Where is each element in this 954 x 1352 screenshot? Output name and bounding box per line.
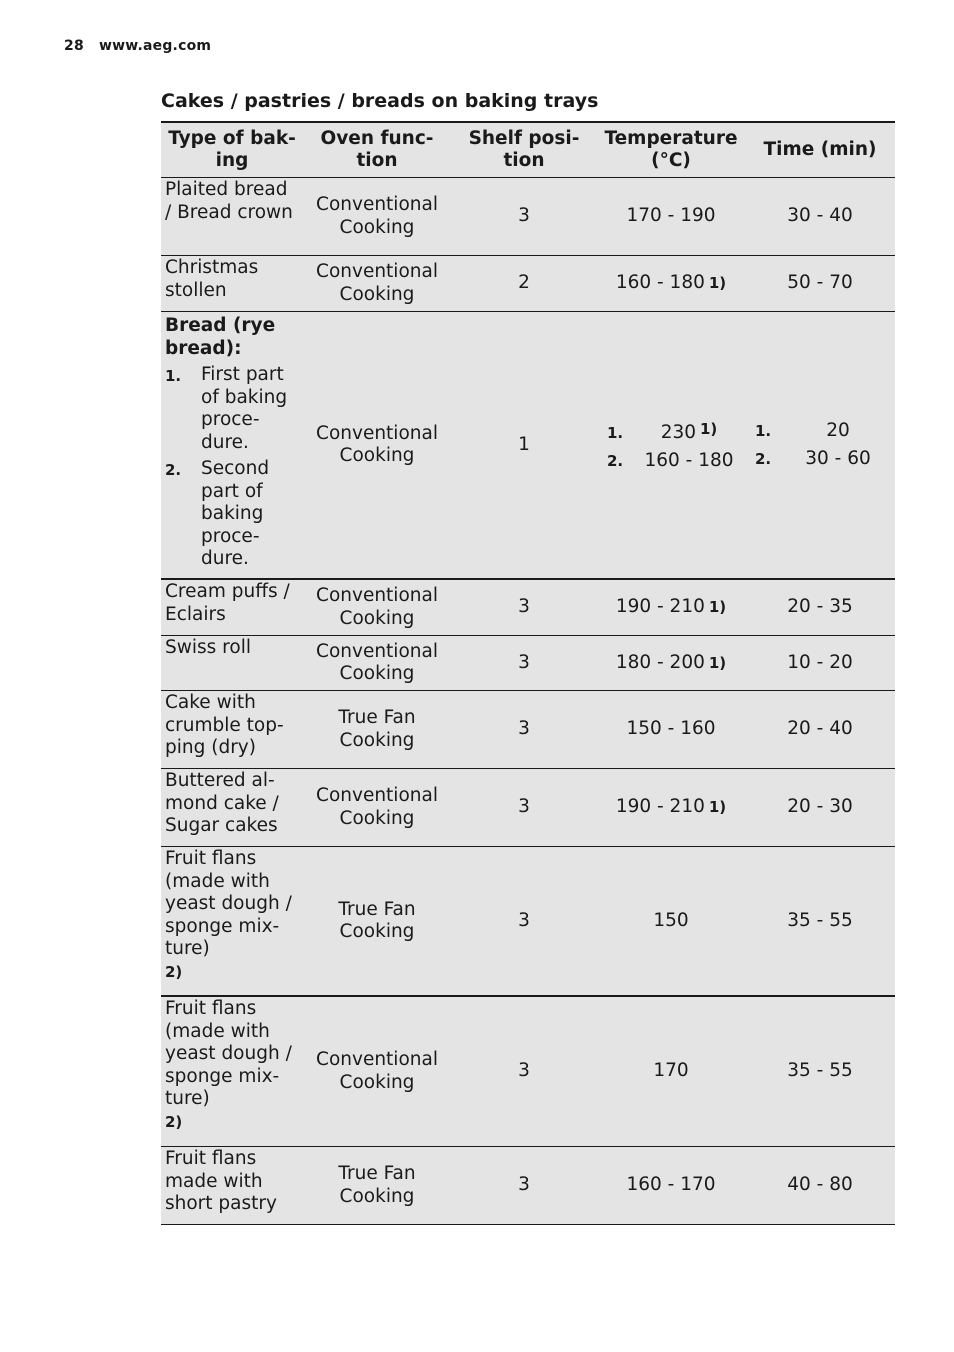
cell-time: 10 - 20 bbox=[787, 651, 853, 673]
cell-temperature: 180 - 200 1) bbox=[615, 651, 727, 673]
cell-temperature: 150 - 160 bbox=[626, 718, 716, 740]
cell-function: Conventional Cooking bbox=[316, 261, 438, 305]
table-row bbox=[161, 997, 895, 1147]
page-number: 28 bbox=[64, 38, 84, 54]
cell-shelf: 3 bbox=[518, 1060, 530, 1082]
section-title: Cakes / pastries / breads on baking trays bbox=[161, 90, 599, 112]
step-number: 1. bbox=[165, 367, 182, 385]
column-header-type: Type of bak-ing bbox=[168, 127, 296, 171]
footnote-ref: 1) bbox=[700, 420, 718, 438]
table-row bbox=[161, 580, 895, 636]
column-header-temperature: Temperature (°C) bbox=[604, 127, 738, 171]
footnote-ref: 1) bbox=[708, 598, 727, 617]
cell-temperature: 170 bbox=[653, 1060, 689, 1082]
cell-function: True Fan Cooking bbox=[338, 1163, 416, 1207]
cell-shelf: 2 bbox=[518, 272, 530, 294]
table-row bbox=[161, 769, 895, 847]
table-header-row bbox=[161, 123, 895, 178]
step-item bbox=[165, 364, 297, 454]
footnote-ref: 2) bbox=[165, 962, 183, 981]
cell-temperature: 190 - 210 1) bbox=[615, 596, 727, 618]
cell-time: 35 - 55 bbox=[787, 1060, 853, 1082]
footnote-ref: 2) bbox=[165, 1112, 183, 1131]
cell-temperature: 190 - 210 1) bbox=[615, 796, 727, 818]
table-row bbox=[161, 312, 895, 580]
cell-time: 20 - 30 bbox=[787, 796, 853, 818]
step-temperature: 2. 160 - 180 bbox=[607, 449, 734, 471]
cell-temperature bbox=[597, 312, 745, 578]
cell-function: Conventional Cooking bbox=[316, 640, 438, 684]
cell-type: Plaited bread / Bread crown bbox=[165, 179, 293, 223]
cell-time bbox=[745, 312, 895, 578]
cell-shelf: 1 bbox=[518, 433, 530, 455]
column-header-function: Oven func-tion bbox=[320, 127, 434, 171]
table-row bbox=[161, 636, 895, 691]
cell-type: Swiss roll bbox=[165, 637, 251, 658]
cell-time: 20 - 40 bbox=[787, 718, 853, 740]
step-text: First part of baking proce-dure. bbox=[201, 364, 288, 453]
step-number: 2. bbox=[165, 461, 182, 479]
table-row bbox=[161, 178, 895, 256]
column-header-shelf: Shelf posi-tion bbox=[468, 127, 580, 171]
cell-shelf: 3 bbox=[518, 205, 530, 227]
cell-time: 50 - 70 bbox=[787, 272, 853, 294]
step-text: Second part of baking proce-dure. bbox=[201, 458, 270, 569]
cell-shelf: 3 bbox=[518, 1174, 530, 1196]
cell-time: 40 - 80 bbox=[787, 1174, 853, 1196]
cell-shelf: 3 bbox=[518, 909, 530, 931]
cell-type: Fruit flans made with short pastry bbox=[165, 1148, 277, 1214]
cell-temperature: 160 - 180 1) bbox=[615, 272, 727, 294]
cell-function: Conventional Cooking bbox=[316, 1049, 438, 1093]
cell-type: Christmas stollen bbox=[165, 257, 259, 301]
cell-time: 30 - 40 bbox=[787, 205, 853, 227]
cell-shelf: 3 bbox=[518, 651, 530, 673]
column-header-time: Time (min) bbox=[763, 138, 877, 160]
step-item bbox=[165, 458, 297, 571]
footnote-ref: 1) bbox=[708, 653, 727, 672]
cell-function: Conventional Cooking bbox=[316, 585, 438, 629]
cell-type bbox=[161, 312, 303, 578]
cell-shelf: 3 bbox=[518, 718, 530, 740]
footnote-ref: 1) bbox=[708, 274, 727, 293]
table-row bbox=[161, 691, 895, 769]
cell-type: Fruit flans (made with yeast dough / sponge mix-ture) 2) bbox=[161, 847, 303, 995]
cell-function: True Fan Cooking bbox=[338, 707, 416, 751]
cell-type: Cream puffs / Eclairs bbox=[165, 581, 290, 625]
page-header bbox=[64, 38, 211, 54]
cell-function: Conventional Cooking bbox=[316, 422, 438, 466]
cell-function: Conventional Cooking bbox=[316, 785, 438, 829]
cell-temperature: 170 - 190 bbox=[626, 205, 716, 227]
step-time: 2. 30 - 60 bbox=[755, 447, 871, 469]
step-time: 1. 20 bbox=[755, 420, 850, 441]
cell-type: Fruit flans (made with yeast dough / sponge mix-ture) 2) bbox=[161, 997, 303, 1146]
cell-type: Buttered al-mond cake / Sugar cakes bbox=[165, 770, 279, 836]
cell-type: Cake with crumble top-ping (dry) bbox=[165, 692, 284, 758]
cell-shelf: 3 bbox=[518, 796, 530, 818]
table-row bbox=[161, 847, 895, 997]
footnote-ref: 1) bbox=[708, 798, 727, 817]
cell-function: Conventional Cooking bbox=[316, 194, 438, 238]
table-row bbox=[161, 1147, 895, 1225]
baking-table bbox=[161, 121, 895, 1225]
cell-temperature: 150 bbox=[653, 909, 689, 931]
cell-time: 20 - 35 bbox=[787, 596, 853, 618]
table-row bbox=[161, 256, 895, 312]
cell-temperature: 160 - 170 bbox=[626, 1174, 716, 1196]
cell-time: 35 - 55 bbox=[787, 909, 853, 931]
website-url: www.aeg.com bbox=[98, 38, 212, 54]
bread-title: Bread (rye bread): bbox=[165, 315, 276, 359]
step-temperature: 1. 230 $^{1)}$ bbox=[607, 420, 718, 443]
cell-function: True Fan Cooking bbox=[338, 898, 416, 942]
cell-shelf: 3 bbox=[518, 596, 530, 618]
